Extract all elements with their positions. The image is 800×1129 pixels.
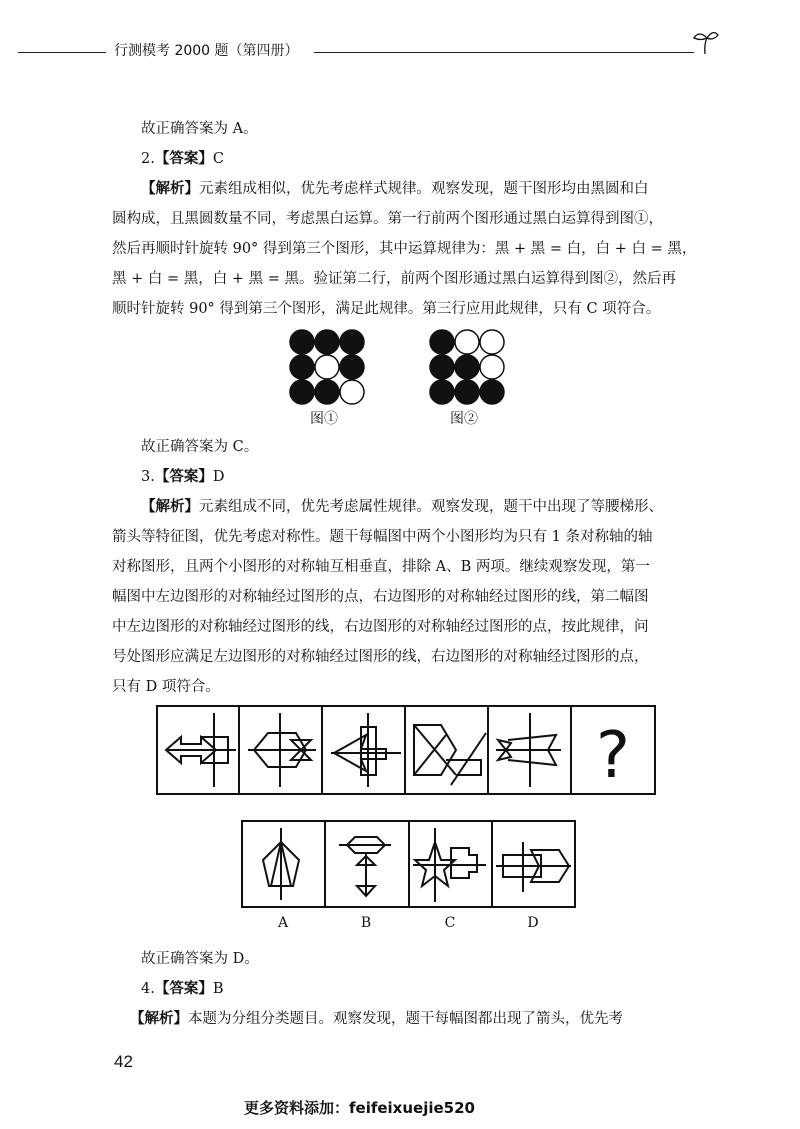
option-b-figure (339, 837, 391, 896)
option-b-label: B (360, 915, 372, 931)
line-14: 中左边图形的对称轴经过图形的线，右边图形的对称轴经过图形的点，按此规律，问 (112, 619, 649, 635)
option-c-figure (413, 828, 486, 902)
line-13: 幅图中左边图形的对称轴经过图形的点，右边图形的对称轴经过图形的线，第二幅图 (112, 589, 649, 605)
sprout-icon (690, 30, 720, 56)
strip-figure-1 (166, 713, 236, 787)
strip-figure-3 (331, 713, 401, 787)
figure-2-grid (430, 330, 504, 404)
analysis-3-text: 元素组成不同，优先考虑属性规律。观察发现，题干中出现了等腰梯形、 (199, 499, 663, 515)
figure-2-label: 图② (450, 411, 478, 427)
question-mark: ? (596, 719, 630, 793)
strip-figure-4 (414, 725, 486, 785)
line-17: 故正确答案为 D。 (141, 951, 259, 967)
header-rule-right (314, 52, 694, 53)
answer-2-tag: 【答案】 (154, 151, 213, 167)
answer-2-value: C (212, 151, 224, 167)
option-d-figure (496, 842, 571, 892)
question-figures (156, 705, 656, 805)
answer-4 (141, 974, 224, 1004)
line-5: 然后再顺时针旋转 90° 得到第三个图形，其中运算规律为：黑 + 黑 = 白，白 + 白 = 黑， (112, 241, 697, 257)
line-15: 号处图形应满足左边图形的对称轴经过图形的线，右边图形的对称轴经过图形的点， (112, 649, 649, 665)
circle-grids (288, 328, 538, 413)
answer-3 (141, 462, 224, 492)
option-c-label: C (444, 915, 456, 931)
answer-3-tag: 【答案】 (154, 469, 213, 485)
analysis-4-text: 本题为分组分类题目。观察发现，题干每幅图都出现了箭头，优先考 (188, 1011, 623, 1027)
analysis-4-tag: 【解析】 (130, 1011, 188, 1027)
analysis-4-first (130, 1004, 623, 1034)
line-4: 圆构成，且黑圆数量不同，考虑黑白运算。第一行前两个图形通过黑白运算得到图①， (112, 211, 663, 227)
line-6: 黑 + 白 = 黑，白 + 黑 = 黑。验证第二行，前两个图形通过黑白运算得到图②，然后再 (112, 271, 676, 287)
option-figures (241, 820, 576, 912)
line-16: 只有 D 项符合。 (112, 679, 220, 695)
strip-figure-5 (496, 713, 561, 787)
strip-figure-2 (248, 713, 316, 787)
page-number: 42 (114, 1052, 133, 1071)
answer-options (241, 820, 576, 930)
answer-2 (141, 144, 224, 174)
figure-1-grid (290, 330, 364, 404)
answer-2-number: 2. (141, 151, 155, 167)
option-a-label: A (277, 915, 289, 931)
analysis-3-tag: 【解析】 (141, 499, 199, 515)
analysis-2-first (141, 174, 649, 204)
analysis-2-text: 元素组成相似，优先考虑样式规律。观察发现，题干图形均由黑圆和白 (199, 181, 649, 197)
answer-3-number: 3. (141, 469, 155, 485)
running-header (18, 38, 708, 68)
header-rule-left (18, 52, 106, 53)
answer-4-tag: 【答案】 (154, 981, 213, 997)
question-figure-strip (156, 705, 656, 805)
line-7: 顺时针旋转 90° 得到第三个图形，满足此规律。第三行应用此规律，只有 C 项符合。 (112, 301, 661, 317)
option-d-label: D (527, 915, 539, 931)
line-11: 箭头等特征图，优先考虑对称性。题干每幅图中两个小图形均为只有 1 条对称轴的轴 (112, 529, 653, 545)
line-12: 对称图形，且两个小图形的对称轴互相垂直，排除 A、B 两项。继续观察发现，第一 (112, 559, 650, 575)
answer-4-value: B (212, 981, 224, 997)
circle-grid-figures (288, 328, 538, 438)
footer-note: 更多资料添加：feifeixuejie520 (244, 1099, 475, 1117)
analysis-3-first (141, 492, 663, 522)
header-title: 行测模考 2000 题（第四册） (114, 43, 299, 59)
analysis-2-tag: 【解析】 (141, 181, 199, 197)
figure-1-label: 图① (310, 411, 338, 427)
answer-4-number: 4. (141, 981, 155, 997)
line-1: 故正确答案为 A。 (141, 121, 258, 137)
answer-3-value: D (212, 469, 225, 485)
line-8: 故正确答案为 C。 (141, 439, 259, 455)
option-a-figure (263, 828, 299, 900)
